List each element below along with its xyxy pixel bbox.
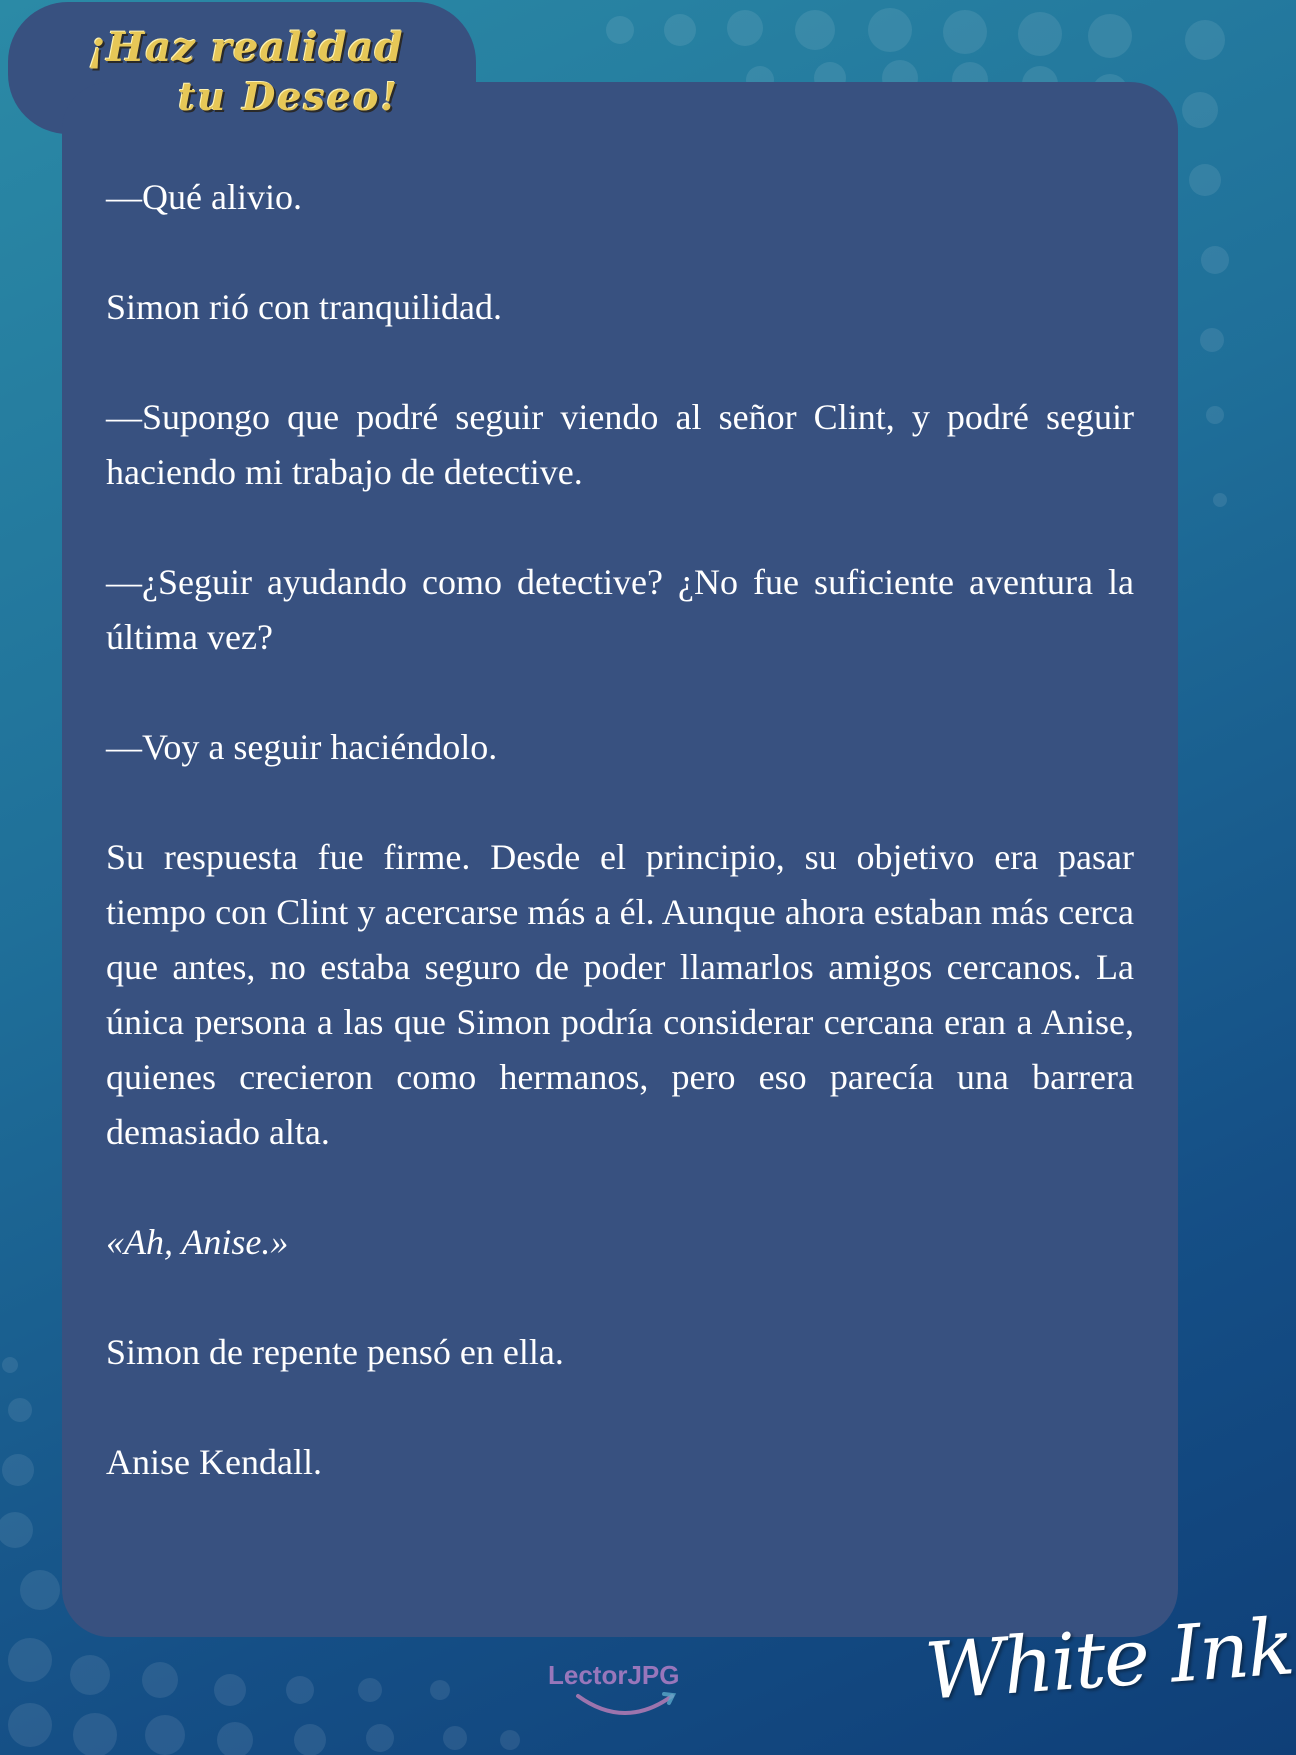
- smile-arc-icon: [570, 1690, 680, 1720]
- white-ink-signature: White Ink: [922, 1602, 1296, 1718]
- lectorjpg-logo: [548, 1660, 698, 1730]
- story-text: [106, 170, 1134, 1545]
- brand-logo: [88, 18, 404, 128]
- lectorjpg-label: LectorJPG: [548, 1660, 680, 1690]
- paragraph: —Qué alivio.: [106, 177, 302, 217]
- logo-line-1: ¡Haz realidad: [88, 24, 404, 71]
- paragraph: —Voy a seguir haciéndolo.: [106, 727, 498, 767]
- logo-line-2: tu Deseo!: [178, 74, 400, 119]
- italic-thought: «Ah, Anise.»: [106, 1222, 289, 1262]
- paragraph: —Supongo que podré seguir viendo al señor Clint, y podré seguir haciendo mi trabajo de detective.: [106, 397, 1134, 492]
- paragraph: Simon de repente pensó en ella.: [106, 1332, 564, 1372]
- paragraph: —¿Seguir ayudando como detective? ¿No fue suficiente aventura la última vez?: [106, 562, 1134, 657]
- paragraph: Su respuesta fue firme. Desde el principio, su objetivo era pasar tiempo con Clint y acercarse más a él. Aunque ahora estaban más cerca que antes, no estaba seguro de poder llamarlos amigos cercanos. La única persona a las que Simon podría considerar cercana eran a Anise, quienes crecieron como hermanos, pero eso parecía una barrera demasiado alta.: [106, 837, 1134, 1152]
- paragraph: Simon rió con tranquilidad.: [106, 287, 502, 327]
- paragraph: Anise Kendall.: [106, 1442, 322, 1482]
